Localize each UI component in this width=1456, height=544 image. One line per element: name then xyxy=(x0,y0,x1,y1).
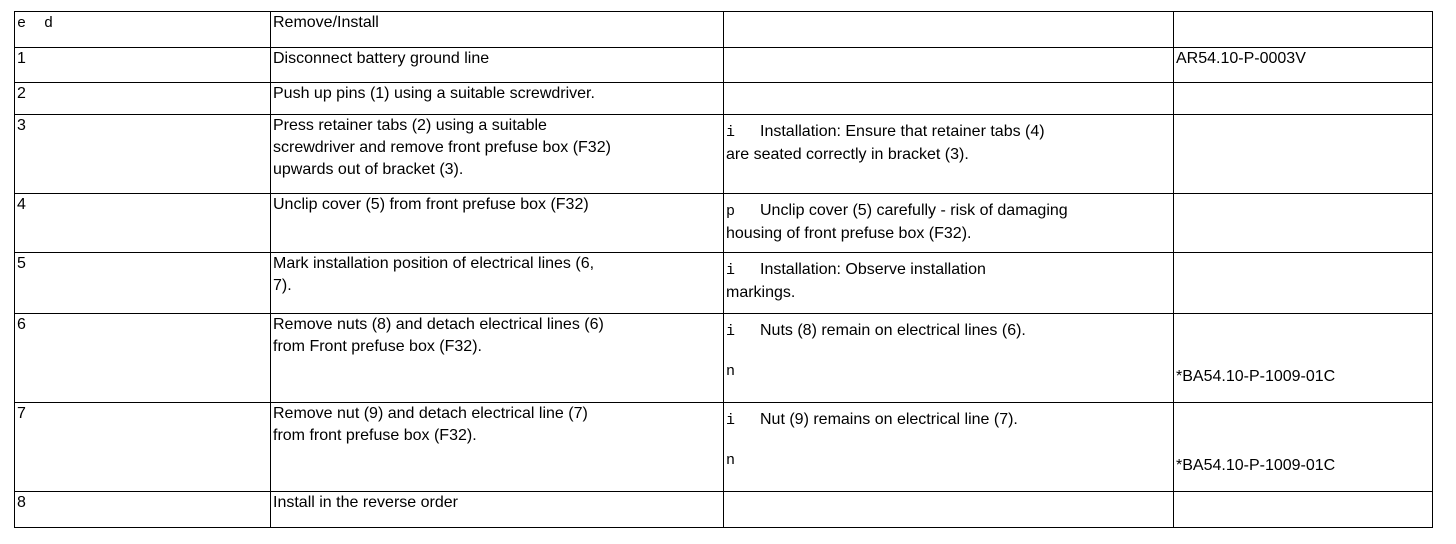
step-number: 6 xyxy=(15,314,271,403)
step-note xyxy=(724,314,1174,403)
info-icon: i xyxy=(726,412,736,429)
step-reference xyxy=(1174,492,1433,528)
table-row xyxy=(15,314,1433,403)
step-action: Unclip cover (5) from front prefuse box (F32) xyxy=(271,194,724,253)
table-row xyxy=(15,253,1433,314)
step-number: 7 xyxy=(15,403,271,492)
action-line: Press retainer tabs (2) using a suitable xyxy=(273,117,547,134)
note-line xyxy=(726,361,1171,383)
step-note xyxy=(724,253,1174,314)
action-line: from Front prefuse box (F32). xyxy=(273,338,482,355)
note-icon: n xyxy=(726,363,736,380)
note-line xyxy=(726,121,1171,144)
step-action xyxy=(271,115,724,194)
step-number: 1 xyxy=(15,48,271,83)
note-text: Nut (9) remains on electrical line (7). xyxy=(760,411,1018,428)
step-note xyxy=(724,194,1174,253)
action-line: Mark installation position of electrical lines (6, xyxy=(273,255,595,272)
note-text: are seated correctly in bracket (3). xyxy=(726,146,969,163)
info-icon: i xyxy=(726,124,736,141)
step-reference xyxy=(1174,403,1433,492)
table-row xyxy=(15,194,1433,253)
step-action: Push up pins (1) using a suitable screwdriver. xyxy=(271,83,724,115)
step-reference xyxy=(1174,253,1433,314)
step-action: Disconnect battery ground line xyxy=(271,48,724,83)
step-note xyxy=(724,492,1174,528)
action-line: Remove nuts (8) and detach electrical lines (6) xyxy=(273,316,604,333)
step-note xyxy=(724,83,1174,115)
header-col4 xyxy=(1174,12,1433,48)
step-action xyxy=(271,314,724,403)
note-line xyxy=(726,409,1171,432)
step-number: 4 xyxy=(15,194,271,253)
procedure-table xyxy=(14,11,1433,528)
action-line: from front prefuse box (F32). xyxy=(273,427,477,444)
note-text: housing of front prefuse box (F32). xyxy=(726,225,972,242)
step-note xyxy=(724,115,1174,194)
header-row xyxy=(15,12,1433,48)
table-row xyxy=(15,115,1433,194)
step-reference xyxy=(1174,314,1433,403)
info-icon: i xyxy=(726,323,736,340)
info-icon: i xyxy=(726,262,736,279)
action-line: Remove nut (9) and detach electrical line (7) xyxy=(273,405,588,422)
note-text: Nuts (8) remain on electrical lines (6). xyxy=(760,322,1026,339)
note-text: Installation: Observe installation xyxy=(760,261,986,278)
step-note xyxy=(724,48,1174,83)
header-col1 xyxy=(15,12,271,48)
step-number: 8 xyxy=(15,492,271,528)
action-line: upwards out of bracket (3). xyxy=(273,161,464,178)
note-line xyxy=(726,450,1171,472)
step-reference xyxy=(1174,194,1433,253)
table-row xyxy=(15,83,1433,115)
table-row xyxy=(15,492,1433,528)
header-col2: Remove/Install xyxy=(271,12,724,48)
note-text: Installation: Ensure that retainer tabs (4) xyxy=(760,123,1045,140)
spacer xyxy=(726,432,1171,450)
table-row xyxy=(15,403,1433,492)
step-action xyxy=(271,253,724,314)
note-text: Unclip cover (5) carefully - risk of damaging xyxy=(760,202,1068,219)
reference-link[interactable]: *BA54.10-P-1009-01C xyxy=(1176,368,1336,385)
note-line xyxy=(726,259,1171,282)
step-reference: AR54.10-P-0003V xyxy=(1174,48,1433,83)
step-reference xyxy=(1174,115,1433,194)
step-note xyxy=(724,403,1174,492)
step-number: 2 xyxy=(15,83,271,115)
header-col3 xyxy=(724,12,1174,48)
step-number: 5 xyxy=(15,253,271,314)
note-line xyxy=(726,320,1171,343)
reference-link[interactable]: *BA54.10-P-1009-01C xyxy=(1176,457,1336,474)
action-line: 7). xyxy=(273,277,292,294)
note-text: markings. xyxy=(726,284,796,301)
table-row xyxy=(15,48,1433,83)
spacer xyxy=(726,343,1171,361)
step-number: 3 xyxy=(15,115,271,194)
note-line xyxy=(726,200,1171,223)
step-action xyxy=(271,403,724,492)
note-icon: n xyxy=(726,452,736,469)
action-line: screwdriver and remove front prefuse box (F32) xyxy=(273,139,611,156)
caution-icon: p xyxy=(726,203,736,220)
header-code: e d xyxy=(17,15,54,32)
step-reference xyxy=(1174,83,1433,115)
step-action: Install in the reverse order xyxy=(271,492,724,528)
